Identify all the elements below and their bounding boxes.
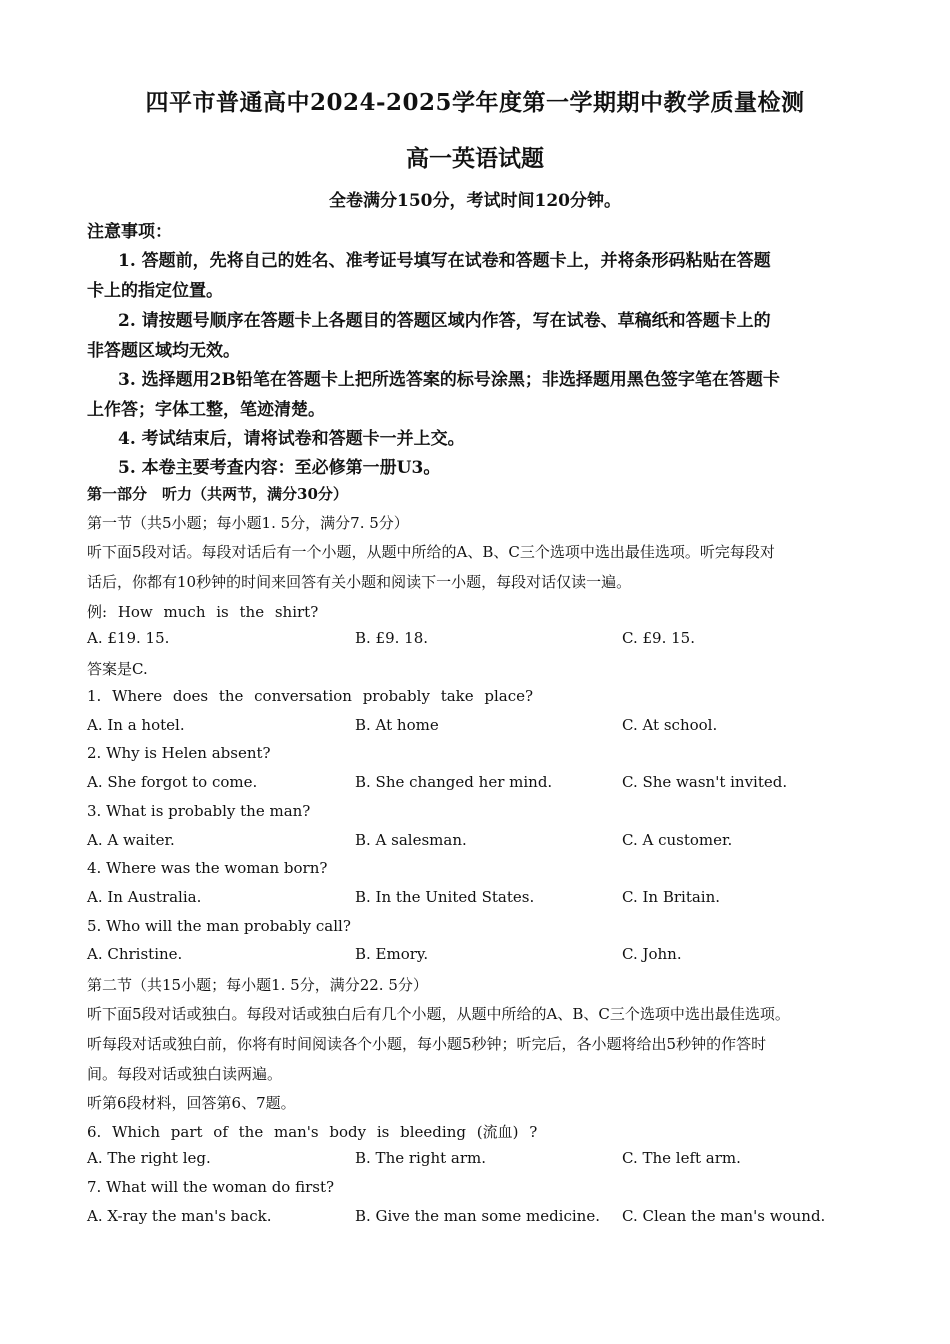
notice-item-4: 4. 考试结束后，请将试卷和答题卡一并上交。 [118, 429, 465, 449]
section1-heading: 第一节（共5小题；每小题1. 5分，满分7. 5分） [87, 514, 409, 532]
notice-heading: 注意事项： [87, 222, 172, 242]
question-1-option-b: B. At home [355, 716, 439, 734]
question-2-option-a: A. She forgot to come. [87, 773, 258, 791]
question-7-option-b: B. Give the man some medicine. [355, 1207, 600, 1225]
notice-item-2: 2. 请按题号顺序在答题卡上各题目的答题区域内作答，写在试卷、草稿纸和答题卡上的 [118, 311, 771, 331]
example-option-b: B. £9. 18. [355, 629, 429, 647]
question-2-option-c: C. She wasn't invited. [622, 773, 788, 791]
question-3-option-c: C. A customer. [622, 831, 733, 849]
example-question: 例: How much is the shirt? [87, 603, 319, 621]
question-1: 1. Where does the conversation probably take place? [87, 687, 534, 705]
exam-title: 四平市普通高中2024-2025学年度第一学期期中教学质量检测 [145, 89, 805, 116]
question-6: 6. Which part of the man's body is bleeding (流血) ? [87, 1123, 538, 1141]
question-7-option-c: C. Clean the man's wound. [622, 1207, 826, 1225]
question-6-option-b: B. The right arm. [355, 1149, 487, 1167]
notice-item-2-cont: 非答题区域均无效。 [87, 341, 240, 361]
question-6-option-a: A. The right leg. [87, 1149, 211, 1167]
example-option-a: A. £19. 15. [87, 629, 170, 647]
part1-heading: 第一部分 听力（共两节，满分30分） [87, 485, 348, 503]
question-7: 7. What will the woman do first? [87, 1178, 335, 1196]
question-4-option-a: A. In Australia. [87, 888, 202, 906]
section2-instruction-1: 听下面5段对话或独白。每段对话或独白后有几个小题，从题中所给的A、B、C三个选项中选出最佳选项。 [87, 1005, 790, 1023]
question-2: 2. Why is Helen absent? [87, 744, 271, 762]
section1-instruction-2: 话后，你都有10秒钟的时间来回答有关小题和阅读下一小题，每段对话仅读一遍。 [87, 573, 632, 591]
question-7-option-a: A. X-ray the man's back. [87, 1207, 272, 1225]
question-3-option-a: A. A waiter. [87, 831, 175, 849]
question-5-option-b: B. Emory. [355, 945, 429, 963]
section2-instruction-3: 间。每段对话或独白读两遍。 [87, 1065, 283, 1083]
notice-item-3-cont: 上作答；字体工整，笔迹清楚。 [87, 400, 325, 420]
question-6-option-c: C. The left arm. [622, 1149, 741, 1167]
notice-item-1-cont: 卡上的指定位置。 [87, 281, 223, 301]
material-6-label: 听第6段材料，回答第6、7题。 [87, 1094, 296, 1112]
section2-instruction-2: 听每段对话或独白前，你将有时间阅读各个小题，每小题5秒钟；听完后，各小题将给出5秒钟的作答时 [87, 1035, 767, 1053]
notice-item-5: 5. 本卷主要考查内容：至必修第一册U3。 [118, 458, 441, 478]
notice-item-3: 3. 选择题用2B铅笔在答题卡上把所选答案的标号涂黑；非选择题用黑色签字笔在答题卡 [118, 370, 780, 390]
question-3-option-b: B. A salesman. [355, 831, 467, 849]
exam-subject-title: 高一英语试题 [406, 145, 544, 172]
question-1-option-a: A. In a hotel. [87, 716, 185, 734]
question-5-option-c: C. John. [622, 945, 682, 963]
exam-score-time: 全卷满分150分，考试时间120分钟。 [329, 191, 621, 211]
notice-item-1: 1. 答题前，先将自己的姓名、准考证号填写在试卷和答题卡上，并将条形码粘贴在答题 [118, 251, 771, 271]
question-2-option-b: B. She changed her mind. [355, 773, 553, 791]
question-4-option-b: B. In the United States. [355, 888, 535, 906]
question-3: 3. What is probably the man? [87, 802, 311, 820]
question-1-option-c: C. At school. [622, 716, 718, 734]
example-option-c: C. £9. 15. [622, 629, 695, 647]
question-5: 5. Who will the man probably call? [87, 917, 351, 935]
question-4: 4. Where was the woman born? [87, 859, 328, 877]
section1-instruction-1: 听下面5段对话。每段对话后有一个小题，从题中所给的A、B、C三个选项中选出最佳选项。听完每段对 [87, 543, 775, 561]
question-4-option-c: C. In Britain. [622, 888, 721, 906]
question-5-option-a: A. Christine. [87, 945, 183, 963]
example-answer: 答案是C. [87, 660, 148, 678]
section2-heading: 第二节（共15小题；每小题1. 5分，满分22. 5分） [87, 976, 428, 994]
